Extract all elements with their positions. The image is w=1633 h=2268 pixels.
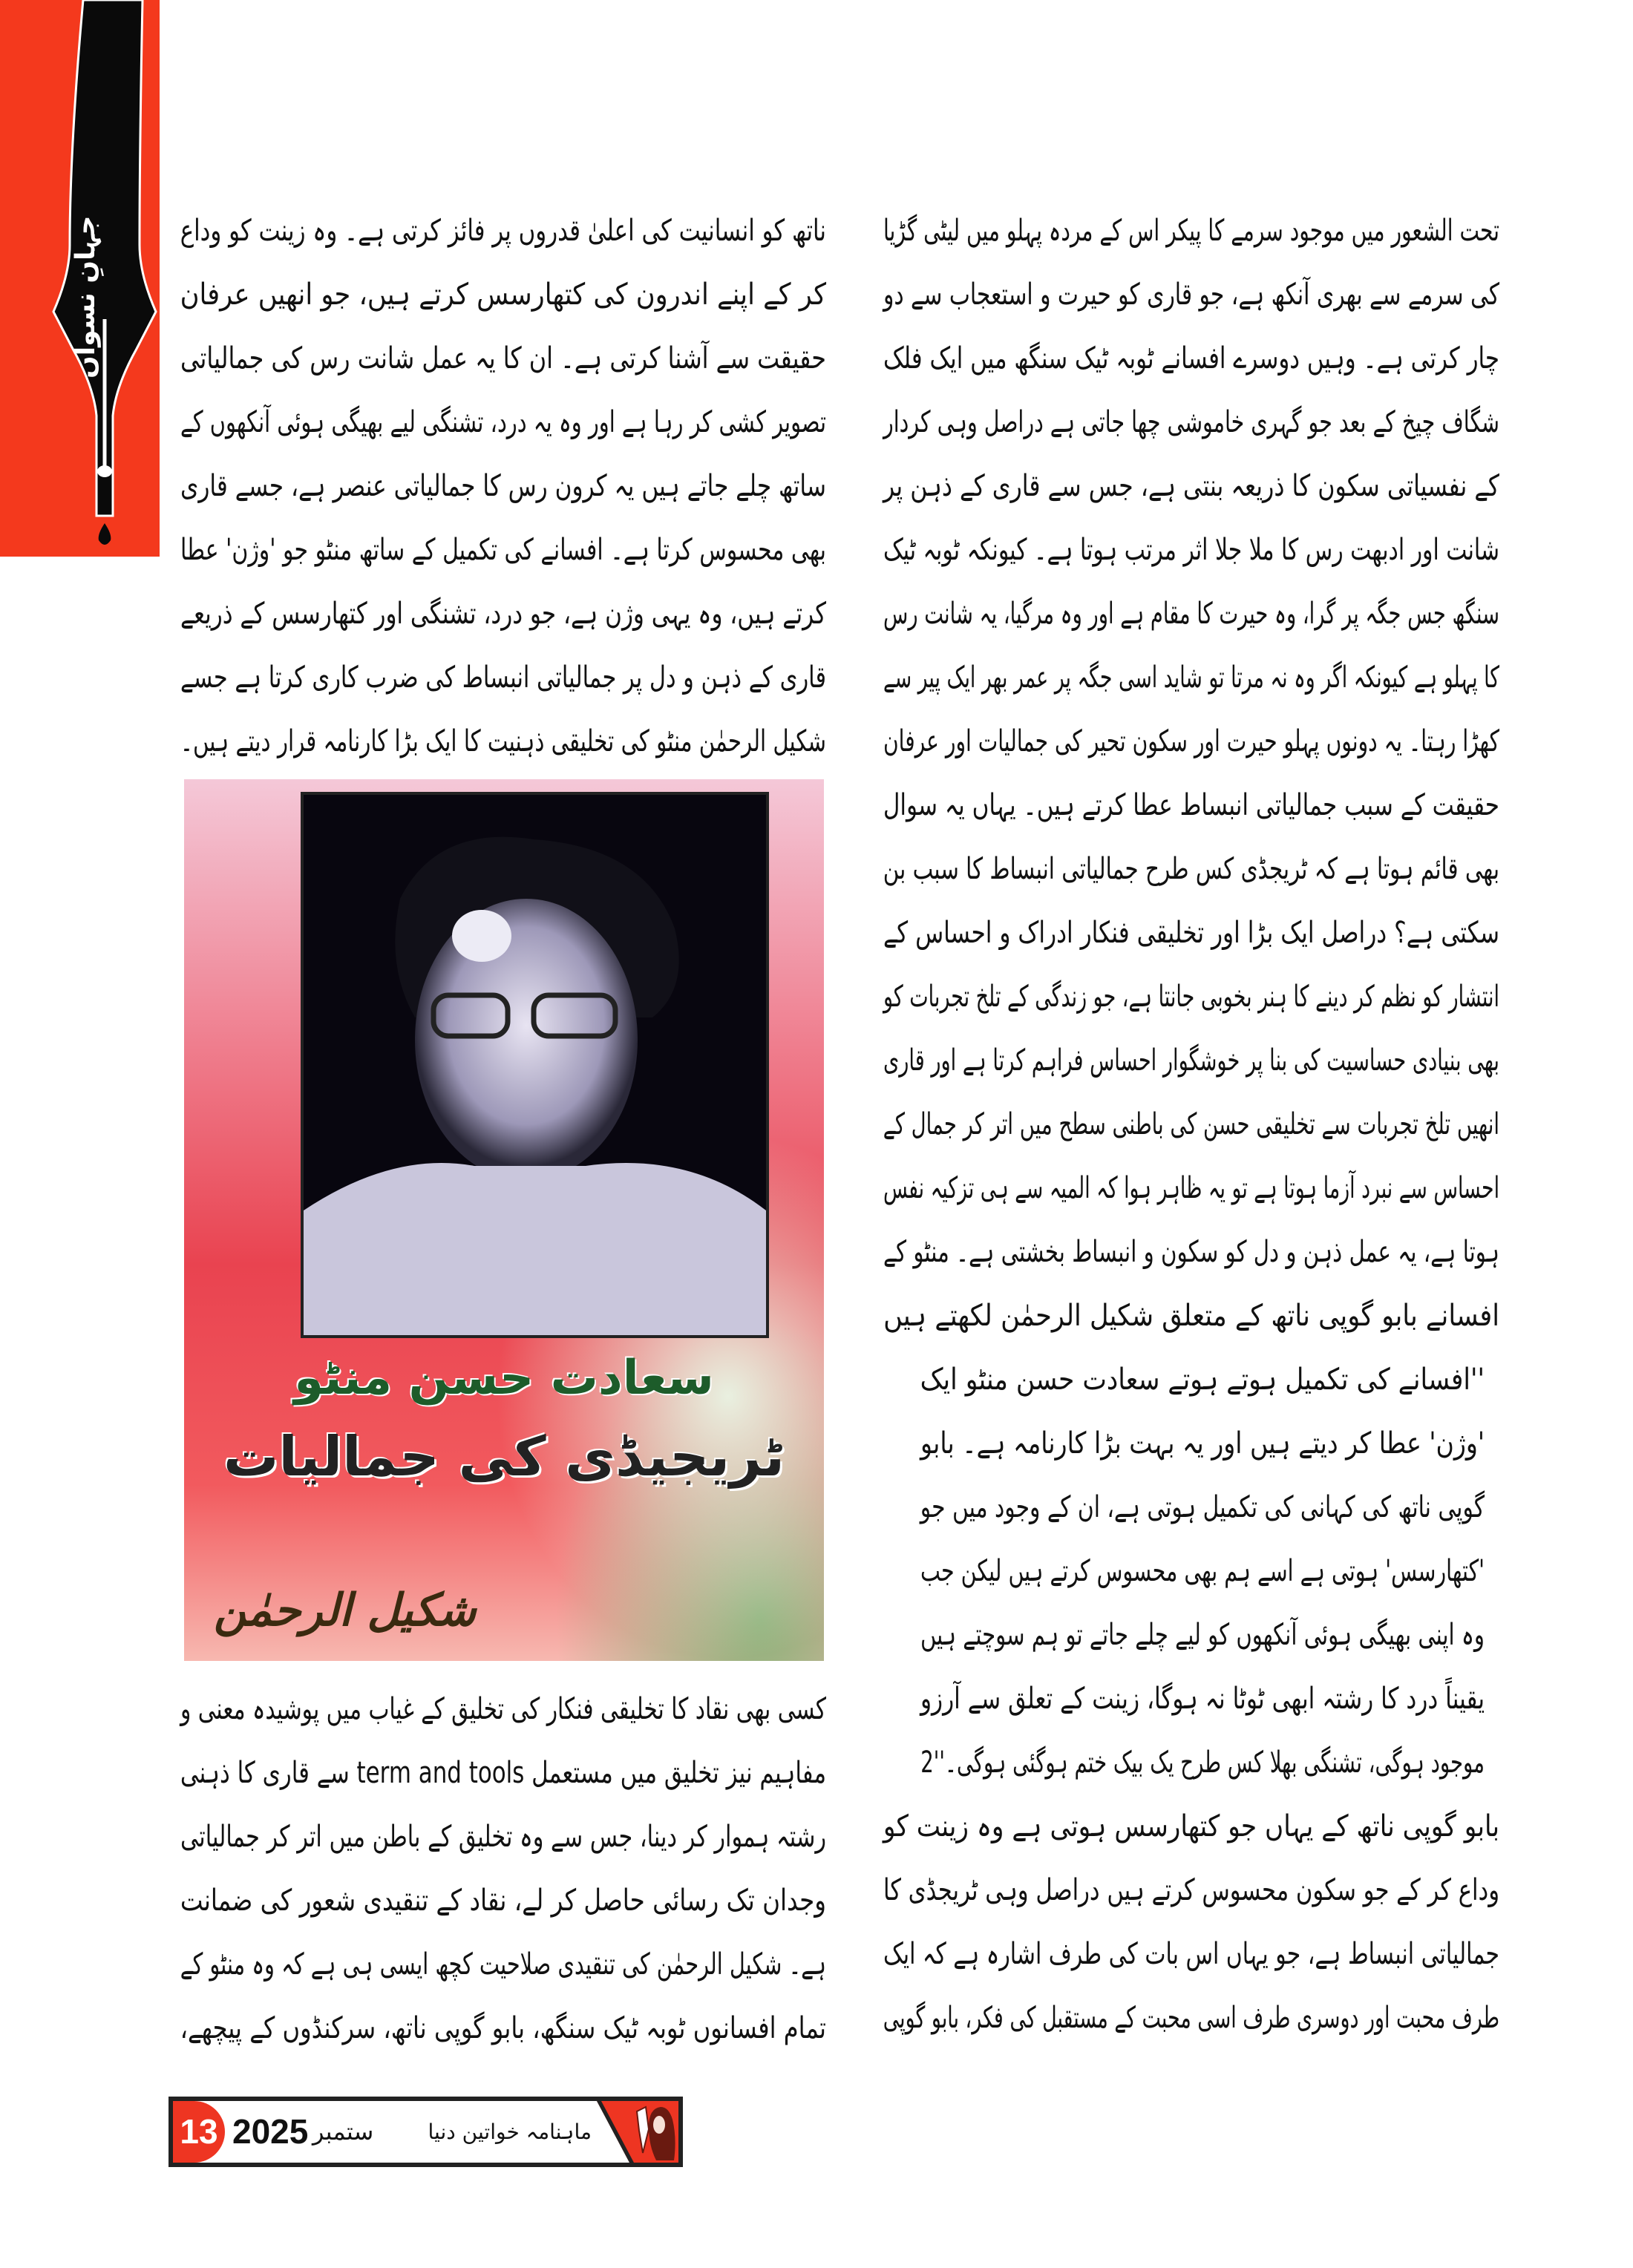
- magazine-name: ماہنامہ خواتین دنیا: [428, 2120, 592, 2144]
- text-line: طرف محبت اور دوسری طرف اسی محبت کے مستقبل کی فکر، بابو گوپی: [883, 2001, 1499, 2035]
- text-line: تصویر کشی کر رہا ہے اور وہ یہ درد، تشنگی لیے بھیگی ہوئی آنکھوں کے: [180, 405, 826, 439]
- text-line: کرتے ہیں، وہ یہی وژن ہے، جو درد، تشنگی اور کتھارسس کے ذریعے: [180, 597, 826, 631]
- quote-line: وہ اپنی بھیگی ہوئی آنکھوں کو لیے چلے جاتے تو ہم سوچتے ہیں: [920, 1618, 1485, 1652]
- text-line: ہوتا ہے، یہ عمل ذہن و دل کو سکون و انبساط بخشتی ہے۔ منٹو کے: [883, 1235, 1499, 1269]
- quote-line: موجود ہوگی، تشنگی بھلا کس طرح یک بیک ختم ہوگئی ہوگی۔''2: [920, 1746, 1485, 1780]
- text-line: انتشار کو نظم کر دینے کا ہنر بخوبی جانتا ہے، جو زندگی کے تلخ تجربات کو: [883, 980, 1499, 1014]
- text-line: قاری کے ذہن و دل پر جمالیاتی انبساط کی ضرب کاری کرتا ہے جسے: [180, 661, 826, 695]
- text-line: کھڑا رہتا۔ یہ دونوں پہلو حیرت اور سکون تحیر کی جمالیات اور عرفان: [883, 724, 1499, 758]
- text-line: جمالیاتی انبساط ہے، جو یہاں اس بات کی طرف اشارہ ہے کہ ایک: [883, 1937, 1499, 1971]
- right-column-continued-text: [883, 1795, 1499, 2054]
- cover-title: ٹریجیڈی کی جمالیات: [223, 1425, 785, 1489]
- text-line: تحت الشعور میں موجود سرمے کا پیکر اس کے مردہ پہلو میں لیٹی گڑیا: [883, 214, 1499, 248]
- cover-title-author-name: سعادت حسن منٹو: [294, 1351, 714, 1406]
- text-line: انھیں تلخ تجربات سے تخلیقی حسن کی باطنی سطح میں اتر کر جمال کے: [883, 1107, 1499, 1141]
- quote-line: یقیناً درد کا رشتہ ابھی ٹوٹا نہ ہوگا، زینت کے تعلق سے آرزو: [920, 1682, 1485, 1716]
- right-column-text: [883, 199, 1499, 1357]
- text-line: چار کرتی ہے۔ وہیں دوسرے افسانے ٹوبہ ٹیک سنگھ میں ایک فلک: [883, 341, 1499, 376]
- text-line: بھی بنیادی حساسیت کی بنا پر خوشگوار احساس فراہم کرتا ہے اور قاری: [883, 1043, 1499, 1078]
- text-line: حقیقت کے سبب جمالیاتی انبساط عطا کرتے ہیں۔ یہاں یہ سوال: [883, 788, 1499, 822]
- section-banner: [0, 0, 160, 557]
- text-line: بھی قائم ہوتا ہے کہ ٹریجڈی کس طرح جمالیاتی انبساط کا سبب بن: [883, 852, 1499, 886]
- quote-line: گوپی ناتھ کی کہانی کی تکمیل ہوتی ہے، ان کے وجود میں جو: [920, 1490, 1485, 1524]
- text-line: مفاہیم نیز تخلیق میں مستعمل term and tools سے قاری کا ذہنی: [180, 1756, 826, 1790]
- block-quote: [920, 1348, 1485, 1800]
- quote-line: ''افسانے کی تکمیل ہوتے ہوتے سعادت حسن منٹو ایک: [920, 1363, 1485, 1397]
- text-line: سنگھ جس جگہ پر گرا، وہ حیرت کا مقام ہے اور وہ مرگیا، یہ شانت رس: [883, 597, 1499, 631]
- text-line: ساتھ چلے جاتے ہیں یہ کرون رس کا جمالیاتی عنصر ہے، جسے قاری: [180, 469, 826, 503]
- text-line: کر کے اپنے اندرون کی کتھارسس کرتے ہیں، جو انھیں عرفان: [180, 278, 827, 312]
- text-line: شانت اور ادبھت رس کا ملا جلا اثر مرتب ہوتا ہے۔ کیونکہ ٹوبہ ٹیک: [883, 533, 1499, 567]
- text-line: بابو گوپی ناتھ کے یہاں جو کتھارسس ہوتی ہے وہ زینت کو: [883, 1809, 1499, 1843]
- text-line: رشتہ ہموار کر دینا، جس سے وہ تخلیق کے باطن میں اتر کر جمالیاتی: [180, 1820, 826, 1854]
- page-number: 13: [173, 2101, 225, 2163]
- text-line: افسانے بابو گوپی ناتھ کے متعلق شکیل الرحمٰن لکھتے ہیں: [883, 1299, 1499, 1333]
- text-line: بھی محسوس کرتا ہے۔ افسانے کی تکمیل کے ساتھ منٹو جو 'وژن' عطا: [180, 533, 826, 567]
- text-line: ہے۔ شکیل الرحمٰن کی تنقیدی صلاحیت کچھ ایسی ہی ہے کہ وہ منٹو کے: [180, 1947, 827, 1982]
- text-line: شگاف چیخ کے بعد جو گہری خاموشی چھا جاتی ہے دراصل وہی کردار: [883, 405, 1499, 439]
- cover-author: شکیل الرحمٰن: [214, 1584, 477, 1636]
- text-line: ناتھ کو انسانیت کی اعلیٰ قدروں پر فائز کرتی ہے۔ وہ زینت کو وداع: [180, 214, 826, 248]
- author-portrait-photo: [301, 792, 769, 1338]
- book-cover-image: [184, 779, 824, 1661]
- text-line: تمام افسانوں ٹوبہ ٹیک سنگھ، بابو گوپی ناتھ، سرکنڈوں کے پیچھے،: [180, 2011, 826, 2045]
- issue-year: 2025: [232, 2112, 309, 2151]
- left-column-bottom-text: [180, 1677, 826, 2063]
- quote-line: 'وژن' عطا کر دیتے ہیں اور یہ بہت بڑا کارنامہ ہے۔ بابو: [920, 1426, 1485, 1461]
- quote-line: 'کتھارسس' ہوتی ہے اسے ہم بھی محسوس کرتے ہیں لیکن جب: [920, 1554, 1485, 1588]
- text-line: احساس سے نبرد آزما ہوتا ہے تو یہ ظاہر ہوا کہ المیہ سے ہی تزکیہ نفس: [883, 1171, 1499, 1205]
- text-line: کا پہلو ہے کیونکہ اگر وہ نہ مرتا تو شاید اسی جگہ پر عمر بھر ایک پیر سے: [883, 661, 1499, 695]
- left-column-top-text: [180, 199, 826, 778]
- page-footer: [168, 2097, 683, 2167]
- text-line: وجدان تک رسائی حاصل کر لے، نقاد کے تنقیدی شعور کی ضمانت: [180, 1884, 827, 1918]
- text-line: شکیل الرحمٰن منٹو کی تخلیقی ذہنیت کا ایک بڑا کارنامہ قرار دیتے ہیں۔: [180, 724, 826, 758]
- text-line: کسی بھی نقاد کا تخلیقی فنکار کی تخلیق کے غیاب میں پوشیدہ معنی و: [180, 1692, 827, 1726]
- writer-woman-logo-icon: [597, 2101, 678, 2163]
- text-line: حقیقت سے آشنا کرتی ہے۔ ان کا یہ عمل شانت رس کی جمالیاتی: [180, 341, 826, 376]
- text-line: کی سرمے سے بھری آنکھ ہے، جو قاری کو حیرت و استعجاب سے دو: [883, 278, 1499, 312]
- text-line: کے نفسیاتی سکون کا ذریعہ بنتی ہے، جس سے قاری کے ذہن پر: [883, 469, 1499, 503]
- text-line: وداع کر کے جو سکون محسوس کرتے ہیں دراصل وہی ٹریجڈی کا: [883, 1873, 1499, 1907]
- section-title: جہانِ نسواں: [71, 215, 101, 378]
- text-line: سکتی ہے؟ دراصل ایک بڑا اور تخلیقی فنکار ادراک و احساس کے: [883, 916, 1499, 950]
- issue-month: ستمبر: [312, 2117, 374, 2146]
